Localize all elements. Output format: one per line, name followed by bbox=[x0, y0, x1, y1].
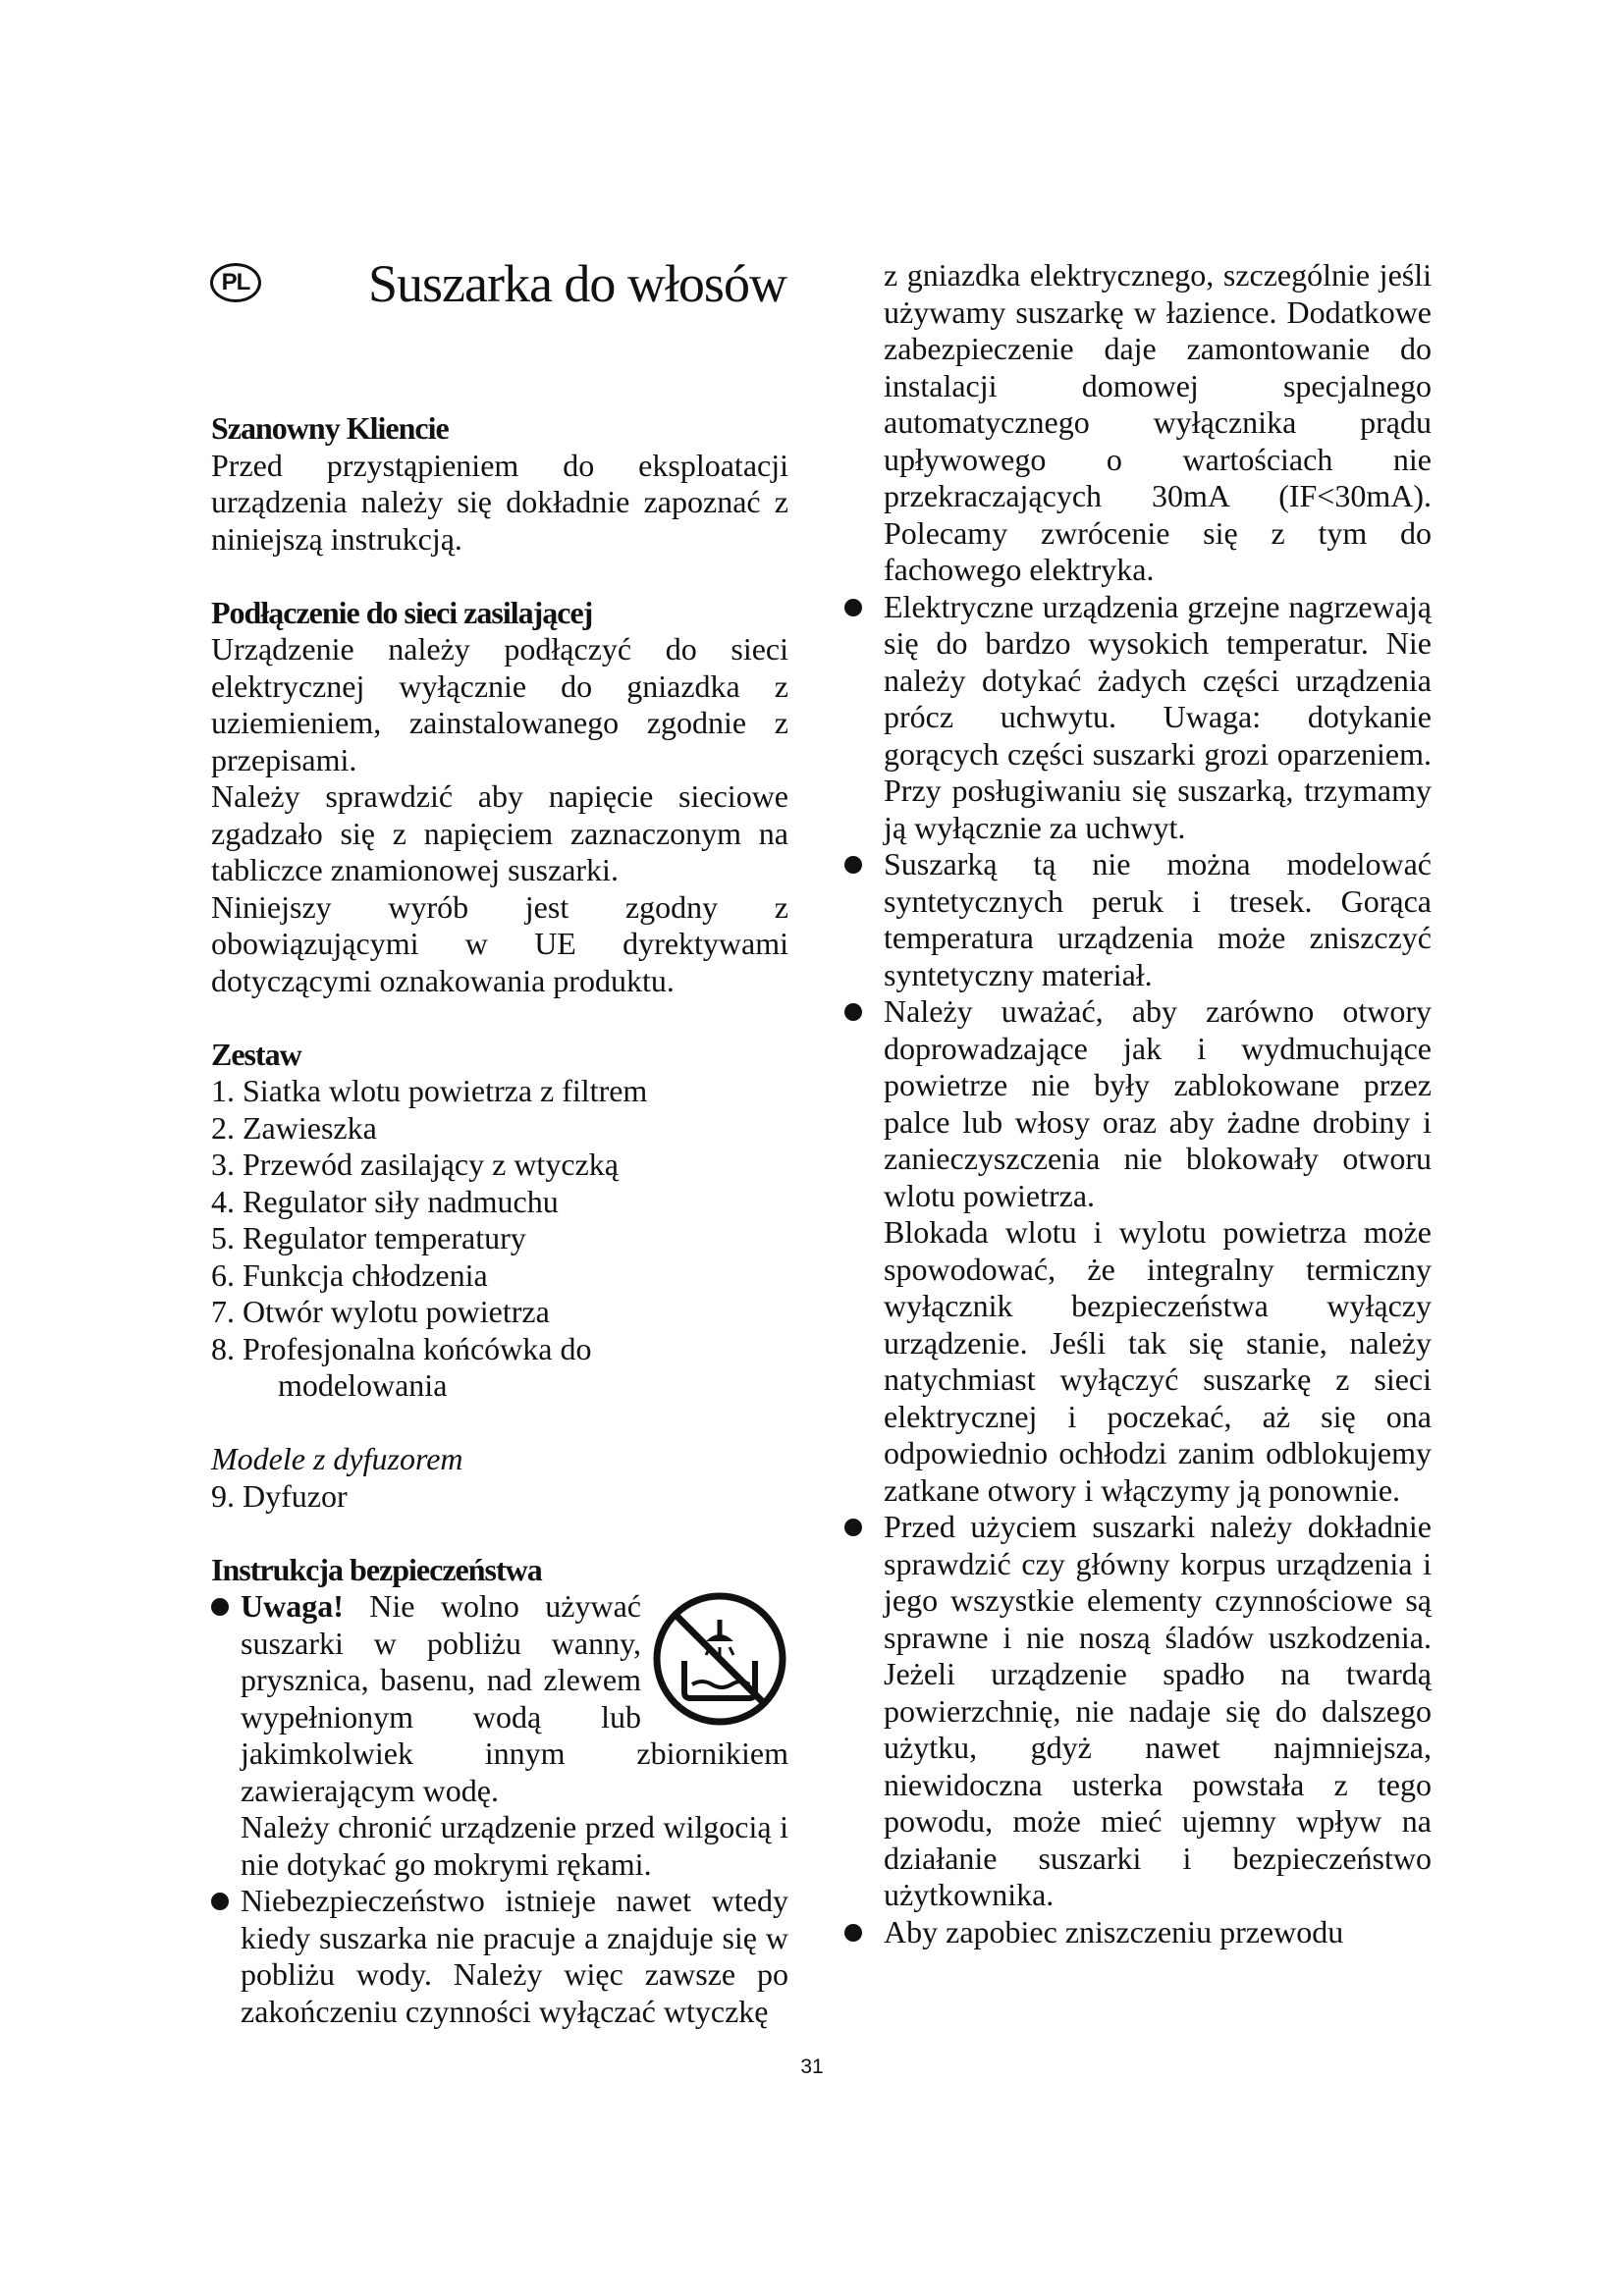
left-column bbox=[211, 410, 788, 2030]
continued-text: z gniazdka elektrycznego, szczególnie jeśli używamy suszarkę w łazience. Dodatkowe zabezpieczenie daje zamontowanie do instalacji domowej specjalnego automatycznego wyłącznika prądu upływowego o wartościach nie przekraczających 30mA (IF<30mA). Polecamy zwrócenie się z tym do fachowego elektryka. bbox=[884, 257, 1432, 587]
set-heading: Zestaw bbox=[211, 1036, 301, 1072]
bullet-icon bbox=[844, 599, 862, 616]
bullet-cord: Aby zapobiec zniszczeniu przewodu bbox=[884, 1913, 1344, 1949]
safety-list-continued bbox=[842, 589, 1432, 1951]
list-item: 6. Funkcja chłodzenia bbox=[211, 1256, 488, 1293]
list-item: 1. Siatka wlotu powietrza z filtrem bbox=[211, 1073, 648, 1108]
bullet-vents-2: Blokada wlotu i wylotu powietrza może spowodować, że integralny termiczny wyłącznik bezpieczeństwa wyłączy urządzenie. Jeśli tak się stanie, należy natychmiast wyłączyć suszarkę z sieci elektrycznej i poczekać, aż się ona odpowiednio ochłodzi zanim odblokujemy zatkane otwory i włączymy ją ponownie. bbox=[884, 1214, 1432, 1508]
list-item bbox=[211, 1588, 788, 1883]
bullet-icon bbox=[211, 1598, 229, 1616]
list-item bbox=[842, 846, 1432, 993]
page-number: 31 bbox=[800, 2056, 824, 2078]
bullet-heat: Elektryczne urządzenia grzejne nagrzewają się do bardzo wysokich temperatur. Nie należy dotykać żadych części urządzenia prócz uchwytu. Uwaga: dotykanie gorących części suszarki grozi oparzeniem. Przy posługiwaniu się suszarką, trzymamy ją wyłącznie za uchwyt. bbox=[884, 588, 1432, 845]
list-item: 4. Regulator siły nadmuchu bbox=[211, 1183, 559, 1219]
warning-text-2: Należy chronić urządzenie przed wilgocią i nie dotykać go mokrymi rękami. bbox=[241, 1809, 788, 1882]
bullet-icon bbox=[844, 1003, 862, 1021]
page-title: Suszarka do włosów bbox=[368, 254, 786, 313]
list-item bbox=[842, 589, 1432, 847]
bullet-wigs: Suszarką tą nie można modelować syntetycznych peruk i tresek. Gorąca temperatura urządzenia może zniszczyć syntetyczny materiał. bbox=[884, 846, 1432, 992]
list-item: 2. Zawieszka bbox=[211, 1109, 377, 1146]
list-item bbox=[842, 993, 1432, 1509]
bullet-icon bbox=[844, 856, 862, 874]
list-item bbox=[211, 1883, 788, 2030]
danger-text: Niebezpieczeństwo istnieje nawet wtedy kiedy suszarka nie pracuje a znajduje się w pobliżu wody. Należy więc zawsze po zakończeniu czynności wyłączać wtyczkę bbox=[241, 1883, 788, 2029]
greeting-heading: Szanowny Kliencie bbox=[211, 410, 449, 446]
list-item bbox=[842, 1914, 1432, 1951]
safety-list bbox=[211, 1588, 788, 2030]
language-badge: PL bbox=[210, 263, 261, 302]
power-paragraph-3: Niniejszy wyrób jest zgodny z obowiązującymi w UE dyrektywami dotyczącymi oznakowania produktu. bbox=[211, 888, 788, 998]
list-item: 7. Otwór wylotu powietrza bbox=[211, 1294, 550, 1329]
warning-label: Uwaga! bbox=[241, 1588, 344, 1624]
bullet-icon bbox=[211, 1893, 229, 1910]
bullet-check: Przed użyciem suszarki należy dokładnie sprawdzić czy główny korpus urządzenia i jego wszystkie elementy czynnościowe są sprawne i nie noszą śladów uszkodzenia. Jeżeli urządzenie spadło na twardą powierzchnię, nie nadaje się do dalszego użytku, gdyż nawet najmniejsza, niewidoczna usterka powstała z tego powodu, może mieć ujemny wpływ na działanie suszarki i bezpieczeństwo użytkownika. bbox=[884, 1509, 1432, 1912]
list-item: 8. Profesjonalna końcówka do bbox=[211, 1330, 592, 1366]
right-column bbox=[842, 257, 1432, 1950]
power-paragraph-2: Należy sprawdzić aby napięcie sieciowe zgadzało się z napięciem zaznaczonym na tabliczce znamionowej suszarki. bbox=[211, 778, 788, 887]
power-paragraph-1: Urządzenie należy podłączyć do sieci elektrycznej wyłącznie do gniazdka z uziemieniem, zainstalowanego zgodnie z przepisami. bbox=[211, 631, 788, 777]
warning-text: Nie wolno używać suszarki w pobliżu wanny, prysznica, basenu, nad zlewem wypełnionym wodą lub jakimkolwiek innym zbiornikiem zawierającym wodę. bbox=[241, 1588, 788, 1808]
safety-heading: Instrukcja bezpieczeństwa bbox=[211, 1551, 542, 1587]
greeting-text: Przed przystąpieniem do eksploatacji urządzenia należy się dokładnie zapoznać z niniejszą instrukcją. bbox=[211, 447, 788, 557]
bullet-icon bbox=[844, 1924, 862, 1942]
list-item: 3. Przewód zasilający z wtyczką bbox=[211, 1147, 619, 1182]
list-item bbox=[842, 1509, 1432, 1914]
set-list bbox=[211, 1073, 788, 1405]
diffuser-models-label: Modele z dyfuzorem bbox=[211, 1441, 463, 1476]
power-heading: Podłączenie do sieci zasilającej bbox=[211, 594, 593, 630]
no-water-icon bbox=[651, 1590, 788, 1728]
list-item: 5. Regulator temperatury bbox=[211, 1220, 526, 1255]
list-item-continuation: modelowania bbox=[278, 1367, 448, 1403]
diffuser-item: 9. Dyfuzor bbox=[211, 1477, 348, 1514]
bullet-icon bbox=[844, 1519, 862, 1536]
bullet-vents: Należy uważać, aby zarówno otwory doprowadzające jak i wydmuchujące powietrze nie były zablokowane przez palce lub włosy oraz aby żadne drobiny i zanieczyszczenia nie blokowały otworu wlotu powietrza. bbox=[884, 993, 1432, 1213]
